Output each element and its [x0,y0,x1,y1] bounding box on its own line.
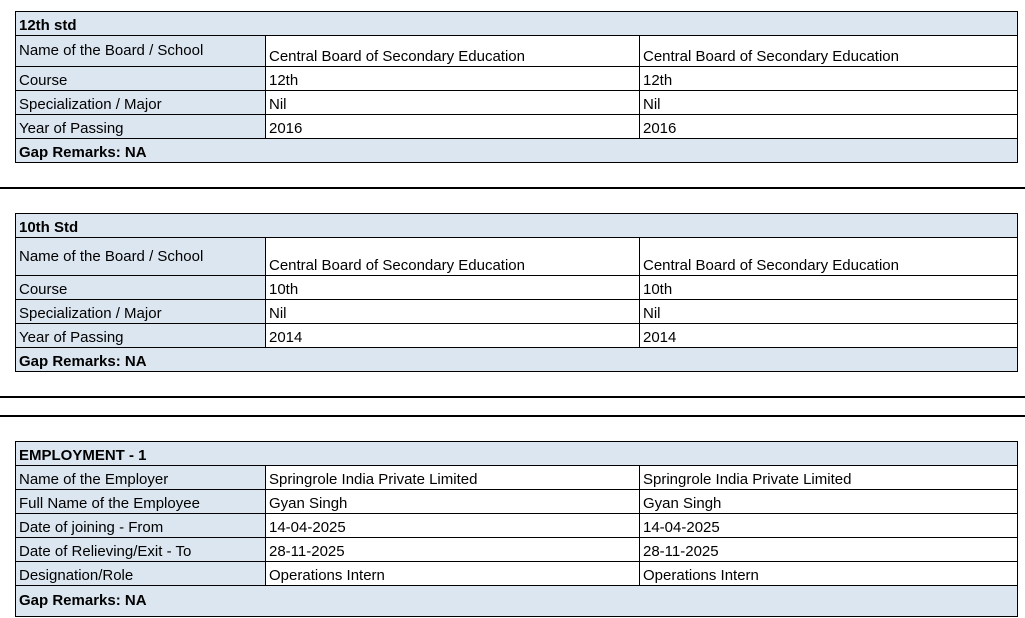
table-row [16,300,1018,324]
row-value-2: 2016 [640,115,1018,139]
row-label: Specialization / Major [16,300,266,324]
row-value-2: 2014 [640,324,1018,348]
row-value-2: 12th [640,67,1018,91]
row-value-2: 14-04-2025 [640,514,1018,538]
row-value-1: Central Board of Secondary Education [266,238,640,276]
row-label: Full Name of the Employee [16,490,266,514]
row-value-2: 28-11-2025 [640,538,1018,562]
row-value-2: Nil [640,91,1018,115]
row-value-1: Central Board of Secondary Education [266,36,640,67]
table-row [16,238,1018,276]
row-value-2: Nil [640,300,1018,324]
row-value-1: 2016 [266,115,640,139]
row-value-1: 10th [266,276,640,300]
gap-remarks-row [16,586,1018,617]
table-12th-std [15,11,1018,163]
table-row [16,514,1018,538]
table-10th-std [15,213,1018,372]
row-value-2: Gyan Singh [640,490,1018,514]
row-value-2: Operations Intern [640,562,1018,586]
table-row [16,115,1018,139]
gap-remarks-row [16,139,1018,163]
table-employment-1 [15,441,1018,617]
table-row [16,538,1018,562]
section-title: 10th Std [16,214,1018,238]
row-value-2: Central Board of Secondary Education [640,238,1018,276]
row-label: Year of Passing [16,324,266,348]
table-row [16,562,1018,586]
row-value-1: 28-11-2025 [266,538,640,562]
table-row [16,91,1018,115]
row-label: Course [16,276,266,300]
row-value-1: Operations Intern [266,562,640,586]
table-row [16,324,1018,348]
section-title: 12th std [16,12,1018,36]
row-value-1: Springrole India Private Limited [266,466,640,490]
row-label: Specialization / Major [16,91,266,115]
row-label: Date of Relieving/Exit - To [16,538,266,562]
row-label: Name of the Employer [16,466,266,490]
row-value-1: Nil [266,91,640,115]
gap-remarks: Gap Remarks: NA [16,348,1018,372]
section-divider [0,187,1025,189]
row-value-1: 14-04-2025 [266,514,640,538]
row-label: Name of the Board / School [16,238,266,276]
row-value-1: 2014 [266,324,640,348]
row-label: Year of Passing [16,115,266,139]
table-row [16,490,1018,514]
gap-remarks-row [16,348,1018,372]
gap-remarks: Gap Remarks: NA [16,139,1018,163]
row-value-2: 10th [640,276,1018,300]
row-value-1: 12th [266,67,640,91]
gap-remarks: Gap Remarks: NA [16,586,1018,617]
row-value-2: Springrole India Private Limited [640,466,1018,490]
section-header-row [16,12,1018,36]
table-row [16,466,1018,490]
table-row [16,276,1018,300]
row-label: Designation/Role [16,562,266,586]
section-header-row [16,214,1018,238]
table-row [16,36,1018,67]
row-label: Date of joining - From [16,514,266,538]
section-title: EMPLOYMENT - 1 [16,442,1018,466]
row-label: Course [16,67,266,91]
section-divider [0,396,1025,398]
section-header-row [16,442,1018,466]
row-value-2: Central Board of Secondary Education [640,36,1018,67]
row-value-1: Gyan Singh [266,490,640,514]
section-divider [0,415,1025,417]
row-value-1: Nil [266,300,640,324]
table-row [16,67,1018,91]
row-label: Name of the Board / School [16,36,266,67]
